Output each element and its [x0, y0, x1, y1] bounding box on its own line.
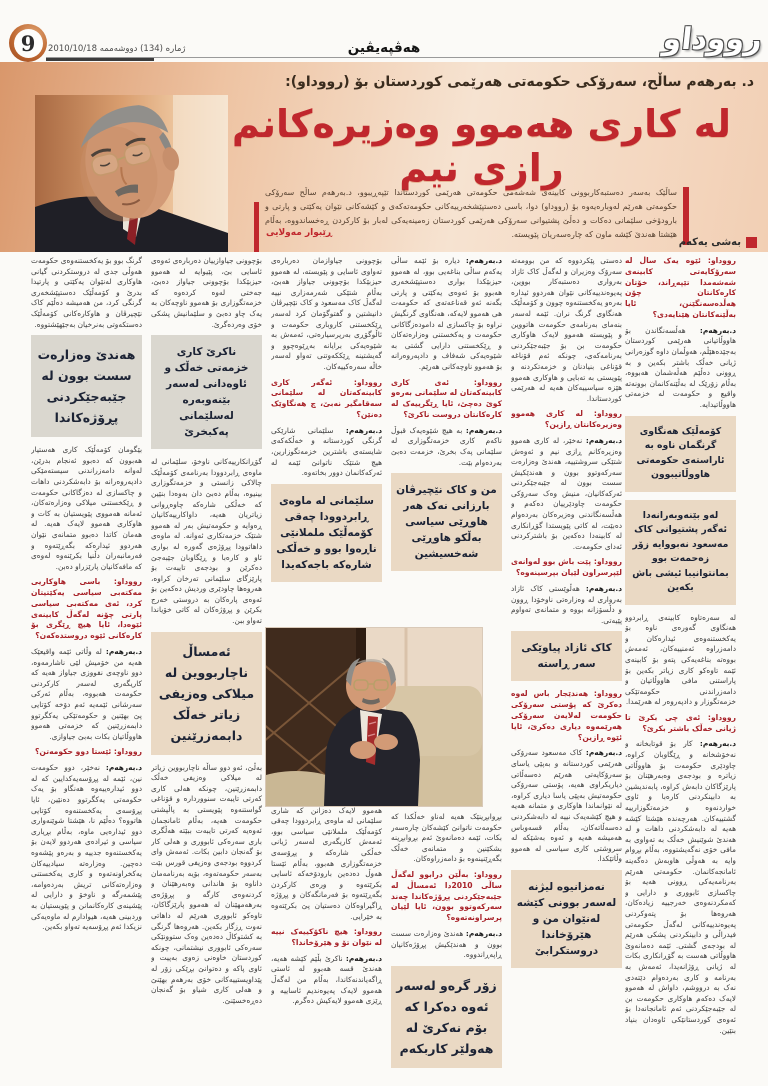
newspaper-logo: رووداو [661, 22, 764, 57]
paragraph-block: بەڵێ، ئەو دوو ساڵە ناچاربووین زیاتر لە میلاکی وەزیفی خەڵک دابمەزرێنین، چونکە هەلی کاری کەرتی تایبەت سنووردارە و قۆناغی گواستنەوە پێویستی بە پاڵپشتی حکومەت هەیە، بەڵام ئامانجمان ئەوەیە کەرتی تایبەت ببێتە هەڵگری باری سەرەکی ئابووری و هەلی کار بۆ گەنجان دابین بکات. ئەمەش وای کردووە بودجەی وەزیفی قورس بێت بەسەر حکومەتەوە، بۆیە بەرنامەمان داناوە بۆ هاندانی وەبەرهێنان و کردنەوەی کارگە و پڕۆژەی بەرهەمهێنان لە هەموو پارێزگاکان، تاوەکو ئابووری هەرێم لە داهاتی نەوت ڕزگار بکەین. هەروەها گرنگی بە کشتوکاڵ دەدەین وەک ستوونێکی سەرەکی ئابووری نیشتمانی، چونکە کوردستان خاوەنی زەوی بەپیت و ئاوی پاکە و دەتوانێ بڕێکی زۆر لە پێداویستییەکانی خۆی بەرهەم بهێنێ و هەلی کاری شیاو بۆ گەنجان دەڕەخسێنێ. [151, 762, 262, 1005]
pull-quote: کاک ئازاد پیاوێکی سەر ڕاستە [511, 631, 622, 681]
body-column-5 [151, 256, 262, 1080]
body-column-1 [625, 256, 736, 1080]
paragraph-block: د.بەرهەم: هەڵسەنگاندن بۆ هاووڵاتیانی هەرێمی کوردستان بەجێدەهێڵم، هەوڵمان داوە گوزەرانی ژیانی خەڵک باشتر بکەین و بە ڕوونی دەڵێم هەڵەشمان هەبووە، بەڵام زۆرێک لە بەڵێنەکانمان بوونەتە واقیع و حکومەت لە خزمەتی هاووڵاتیدایە. [625, 325, 736, 409]
paragraph-block: د.بەرهەم: لە وڵاتی ئێمە واقیعێک هەیە من خۆمیش لێی ناشارمەوە، دوو ناوچەی نفووزی جیاواز هەیە کە کاریگەری لەسەر کارکردنی حکومەت هەبووە، بەڵام ئەرکی سەرشانی ئێمەیە ئەم دۆخە کۆتایی پێ بهێنین و حکومەتێکی یەکگرتوو دابمەزرێنین کە خزمەتی هەموو هاووڵاتیان بکات بەبێ جیاوازی. [31, 647, 142, 741]
photo-spacer [391, 579, 502, 812]
paragraph-block: د.بەرهەم: دیارە بۆ ئێمە ساڵی یەکەم ساڵی بناغەیی بوو، لە هەموو حیزبێکدا بواری دەستپێشخەری هەبوو بۆ ئەوەی یەکێتی و پارتی بگەنە ئەو قەناعەتەی کە حکومەت هی هەموو لایەکە، هەنگاوی گرنگیش نراوە بۆ چاکسازی لە دامودەزگاکانی حکومەت و یەکخستنی وەزارەتەکان و ڕێکخستنی دارایی گشتی بە شێوەیەکی شەفاف و دادپەروەرانە بۆ هەموو ناوچەکانی هەرێم. [391, 256, 502, 371]
part-label [679, 237, 757, 248]
portrait-photo [35, 95, 228, 252]
pull-quote: نەمزانیوە لیژنە لەسەر بوونی کێشە لەنێوان من و هێرۆخاندا دروستکرابێ [511, 870, 622, 968]
paragraph-block: بۆچوونی جیاوازمان دەربارەی تەواوی ئاسایی و پێویستە، لە هەموو حیزبێکدا بۆچوونی جیاواز هەبێ، بەڵام شتێکی شەرمەزاری نییە لەگەڵ کاک مەسعود و کاک نێچیرڤان دانیشتین و گفتوگۆمان کرد لەسەر ڕێکخستنی کاروباری حکومەت و ئاڵوگۆڕی بەرپرسیارەتی، ئەمەش بە شێوەیەکی برایانە بەڕێوەچوو و گەیشتینە ڕێککەوتنی تەواو لەسەر خاڵە سەرەکییەکان. [271, 256, 382, 371]
paragraph-block: د.بەرهەم: کاک مەسعود سەرۆکی هەرێمی کوردستانە و بەپێی یاسای سەرۆکایەتی هەرێم دەسەڵاتی دیاریکراوی هەیە، پۆستی سەرۆکی حکومەتیش بەپێی یاسا دیاری کراوە، لە نێوانماندا هاوکاری و متمانە هەیە و هیچ کێشەیەک نییە لە دابەشکردنی دەسەڵاتەکان، بەڵام قسەوباس هەمیشە هەیە و ئەوە بەشێکە لە سروشتی کاری سیاسی لە هەموو وڵاتێکدا. [511, 748, 622, 864]
paragraph-block: د.بەرهەم: نەخێر، دوو حکومەت نین، ئێمە لە پڕۆسەیەکدایین کە لە دوو ئیدارەییەوە هەنگاو بۆ یەک حکومەتی یەکگرتوو دەنێین، ئایا پڕۆسەی یەکخستنەوە کۆتایی هاتووە؟ دەڵێم نا، هێشتا شوێنەواری دوو ئیدارەیی ماوە، بەڵام بڕیاری سیاسی و ئیرادەی هەردوو لایەن بۆ یەکخستنەوە جدییە و بەرەو پێشەوە دەچین. وەزارەتە سیادییەکان یەکخراونەتەوە و کاری یەکخستنی وەزارەتەکانی تریش بەردەوامە، پێشمەرگە و ناوخۆ و دارایی لە پێشینەی کارەکانمانن و پێویستیان بە وردبینی هەیە، هیوادارم لە ماوەیەکی نزیکدا ئەم پڕۆسەیە تەواو بکەین. [31, 763, 142, 932]
kicker: د. بەرهەم ساڵح، سەرۆکی حکومەتی هەرێمی کوردستان بۆ (رووداو): [285, 74, 754, 90]
question-block: رووداو: ئەگەر کاری کابینەکەتان لە سلێمانی سەقامگیر نەبێ، چ هەنگاوێک دەنێن؟ [271, 377, 382, 419]
paragraph-block: د.بەرهەم: نەخێر، لە کاری هەموو وەزیرەکانم ڕازی نیم و ئەوەش شتێکی سروشتییە، هەندێ وەزارەت سەرکەوتوو بوون و هەندێکیش سست بوون لە جێبەجێکردنی ئەرکەکانیان، منیش وەک سەرۆکی حکومەت چاودێرییان دەکەم و هەڵسەنگاندنی وەزیرەکان بەردەوام دەبێت، لە کاتی پێویستدا گۆڕانکاری لە کابینەدا دەکەین بۆ باشترکردنی ئەدای حکومەت. [511, 435, 622, 551]
part-label-text: بەشی یەکەم [678, 237, 741, 248]
paragraph-block: د.بەرهەم: ناکرێ بڵێم کێشە هەیە، هەندێ قسە هەبوو لە ئاستی ڕاگەیاندنەکاندا، بەڵام من لەگەڵ هەموو لایەک پەیوەندیم ئاساییە و ڕێزی هەموو لایەکیش دەگرم. [271, 953, 382, 1006]
pull-quote: سلێمانی لە ماوەی ڕابردوودا چەقی کۆمەڵێک ململانێی ناڕەوا بوو و خەڵکی شارەکە باجەکەیدا [271, 484, 382, 582]
question-block: رووداو: پێت باش بوو لەوانەی لێپرسراون لێیان بپرسینەوە؟ [511, 557, 622, 578]
paragraph-block: د.بەرهەم: کار بۆ قوتابخانە و نەخۆشخانە و ڕێگاوبان کراوە، چاودێری حکومەت بۆ هاووڵاتی زیاترە و بودجەی وەبەرهێنان بۆ پارێزگاکان دابەش کراوە، پابەندیشین بە دابینکردنی کارەبا و ئاوی خواردنەوە و خزمەتگوزارییە گشتییەکان. هەرچەندە هێشتا کێشە هەیە لە دابەشکردنی داهات و لە هەندێ شوێنیش خەڵک بە تەواوی بە مافی خۆی نەگەیشتووە، بەڵام بڕوام وایە بە هەوڵی هاوبەش دەگەینە ئامانجەکانمان. حکومەتی هەرێم بەرنامەیەکی ڕوونی هەیە بۆ چاکسازی ئابووری و دارایی و کەمکردنەوەی خەرجییە زیادەکان، هەروەها بۆ پتەوکردنی پەیوەندییەکانی لەگەڵ حکومەتی فیدراڵی و دابینکردنی پشکی هەرێم لە بودجەی گشتی. ئێمە دەمانەوێ هاووڵاتی هەست بە گۆڕانکاری بکات لە ژیانی ڕۆژانەیدا، ئەمەش بە بەرنامە و کاری بەردەوام دێتەدی نەک بە درووشم، داواش لە هەموو لایەک دەکەم هاوکاری حکومەت بن لە جێبەجێکردنی ئەم ئامانجانەدا بۆ ئەوەی کوردستانێکی ئاوەدان بنیاد بنێین. [625, 739, 736, 1035]
pull-quote: ئەمساڵ ناچاربووین لە میلاکی وەزیفی زیاتر خەڵک دابمەزرێنین [151, 632, 262, 755]
question-block: رووداو: ئەی چی بکرێ تا ژیانی خەڵک باشتر بکرێ؟ [625, 712, 736, 733]
question-block: رووداو: لە کاری هەموو وەزیرەکانتان ڕازین؟ [511, 409, 622, 430]
question-block: رووداو: ئێوە یەک ساڵ لە سەرۆکایەتی کابینەی شەشەمدا تێپەڕاند، خۆتان کارەکانتان چۆن هەڵدەسەنگێنن، ئایا بەڵێنەکانتان هێنایەدی؟ [625, 256, 736, 319]
body-column-6 [31, 256, 142, 1080]
pull-quote: کۆمەڵێک هەنگاوی گرنگمان ناوە بە ئاراستەی حکومەتی هاووڵاتیبوون [625, 416, 736, 492]
page-number: 9 [20, 30, 36, 56]
headline: لە کاری هەموو وەزیرەکانم رازی نیم [231, 102, 732, 190]
pull-quote: ناکرێ کاری خزمەتی خەڵک و ئاوەدانی لەسەر بێنەوبەرە لەسلێمانی پەکبخرێ [151, 335, 262, 449]
pull-quote: زۆر گرەو لەسەر ئەوە دەکرا کە بۆم نەکرێ لە هەولێر کاربکەم [391, 966, 502, 1068]
paragraph-block: د.بەرهەم: هەڵوێستی کاک ئازاد بەرواری لە وەزارەتی ناوخۆدا ڕوون و دڵسۆزانە بووە و متمانەی تەواوم پێیەتی. [511, 584, 622, 625]
question-block: رووداو: بەڵێن درابوو لەگەڵ ساڵی 2010دا ئەمساڵ لە جێبەجێکردنی پڕۆژەکاندا چەند سەرکەوتوو بوون، ئایا لێیان پرسراونەتەوە؟ [391, 870, 502, 923]
paragraph-block: گۆڕانکارییەکانی ناوخۆ، سلێمانی لە ماوەی ڕابردوودا بەرنامەی کۆمەڵێک چالاکی زانستی و خزمەتگوزاری بینیوە، بەڵام دەبێ دان بەوەدا بنێین کە خەڵکی شارەکە چاوەڕوانی زیاتریان هەیە، داواکارییەکانیان ڕەوایە و حکومەتیش بەر لە هەموو شتێک خزمەتکاری ئەوانە. لە ماوەی داهاتوودا پڕۆژەی گەورە لە بواری ئاو و کارەبا و ڕێگاوبان جێبەجێ دەکرێن و بودجەی تایبەت بۆ پارێزگای سلێمانی تەرخان کراوە، هەروەها چاودێری وردیش دەکەین بۆ ئەوەی پارەکان بە دروستی خەرج بکرێن و پڕۆژەکان لە کاتی خۆیاندا تەواو ببن. [151, 457, 262, 626]
question-block: رووداو: ئێستا دوو حکومەتن؟ [34, 747, 142, 757]
paragraph-block: بۆچوونی جیاوازییان دەربارەی ئەوەی ئاسایی بێ، پێیوایە لە هەموو حیزبێکدا بۆچوونی جیاواز دەبێ، جەختی لەوە کردەوە کە خزمەتگوزاری بۆ هەموو ناوچەکان بە یەک چاو دەبێ و سلێمانیش پشکی خۆی وەردەگرێ. [151, 256, 262, 329]
question-block: رووداو: ئەی کاری کابینەکەتان لە سلێمانی بەرەو کوێ دەچێ، ئایا ڕێگرییەک لە کارەکانتان دروست ناکرێ؟ [391, 377, 502, 419]
paragraph-block: گرنگ بوو بۆ یەکخستنەوەی حکومەت هەوڵی جدی لە دروستکردنی گیانی هاوکاری لەنێوان یەکێتی و پارتیدا بدرێ و کۆمەڵێک دەستپێشخەری گرنگی کرد، من هەمیشە دەڵێم کاک نێچیرڤان و هاوکارەکانی کۆمەڵێک دەستکەوتی بەنرخیان بەجێهێشتووە. [31, 256, 142, 329]
byline: ڕێبوار مەولایی [266, 228, 333, 238]
paragraph-block: د.بەرهەم: هەندێ وەزارەت سست بوون و هەندێکیش پڕۆژەکانیان ڕاپەڕاندووە. [391, 929, 502, 960]
paragraph-block: بڕوابڕینێک هەیە لەناو خەڵکدا کە حکومەت ناتوانێ کێشەکان چارەسەر بکات، ئێمە دەمانەوێ ئەم بڕوابڕینە بشکێنین و متمانەی خەڵک بگەڕێنینەوە بۆ دامەزراوەکان. [391, 812, 502, 864]
question-block: رووداو: باسی هاوکاریی مەکتەبی سیاسی یەکێتیتان کرد، ئەی مەکتەبی سیاسی پارتی چۆنە لەگەڵ کابینەی ئێوەدا، ئایا هیچ ڕێگری بۆ کارەکانی ئێوە دروستدەکەن؟ [31, 577, 142, 641]
body-column-2 [511, 256, 622, 1080]
part-label-square-icon [746, 237, 757, 248]
paragraph-block: هەموو لایەک دەزانن کە شاری سلێمانی لە ماوەی ڕابردوودا چەقی کۆمەڵێک ململانێی سیاسی بوو، ئەمەش کاریگەری لەسەر ژیانی خەڵکی شارەکە و پڕۆسەی خزمەتگوزاری هەبوو، بەڵام ئێستا هەوڵ دەدەین بارودۆخەکە ئاسایی بکرێتەوە و ورەی کارکردن بگەڕێتەوە بۆ فەرمانگەکان و پڕۆژە ڕاگیراوەکان دەستیان پێ بکرێتەوە بە خێرایی. [271, 805, 382, 921]
paragraph-block: لە سەرەتاوە کابینەی ڕابردوو هەنگاوی گەورەی ناوە بۆ یەکخستنەوەی ئیدارەکان و دامەزراوە ئەمنییەکان، ئەمەش بووەتە بناغەیەکی پتەو بۆ کابینەی ئێمە تاوەکو کاری زیاتر بکەین بۆ پاراستنی مافی هاووڵاتیان و دامەزراندنی حکومەتێکی خزمەتگوزار و دادپەروەر لە هەرێمدا. [625, 612, 736, 707]
header-rule-accent [46, 58, 154, 61]
paragraph-block: دەستی پێکردووە کە من بوومەتە سەرۆک وەزیران و لەگەڵ کاک ئازاد بەرواری دەستبەکار بووین، پەیوەندییەکانی نێوان هەردوو ئیدارە بەرەو یەکخستنەوە چوون و کۆمەڵێک هەنگاوی گرنگ نران. ئێمە لەسەر بنەمای بەرنامەی حکومەت هاتووین و پێویستە هەموو لایەک هاوکاری حکومەت بن بۆ جێبەجێکردنی بەرنامەکەی، چونکە ئەم قۆناغە قۆناغی بنیادنان و خزمەتکردنە و پێویستی بە تەبایی و هاوکاری هەموو هێزە سیاسییەکان هەیە لە هەرێمی کوردستاندا. [511, 256, 622, 403]
intro-paragraph: ساڵێک بەسەر دەستبەکاربوونی کابینەی شەشەمی حکومەتی هەرێمی کوردستاندا تێپەڕیبوو، د.بەرهەم ساڵح سەرۆکی حکومەتی هەرێم لەوبارەیەوە بۆ (رووداو) دوا، باسی دەستپێشخەرییەکانی حکومەتەکەی و کێشەکانی نێوان یەکێتی و پارتی و بارودۆخی سلێمانی دەکات و دەڵێ پشتیوانی سەرۆکی هەرێمی کوردستان زەمینەیەکی لەبار بۆ کارکردن ڕەخساندووە، بەڵام هێشتا هەندێ کێشە ماون کە چارەسەریان پێویستە. [265, 188, 677, 239]
body-column-3 [391, 256, 502, 1080]
section-title: هەڤپەیڤین [347, 40, 421, 56]
pull-quote: هەندێ وەزارەت سست بوون لە جێبەجێکردنی پڕۆژەکاندا [31, 335, 142, 437]
byline-accent-bar [254, 202, 259, 252]
paragraph-block: د.بەرهەم: سلێمانی شارێکی گرنگی کوردستانە و خەڵکەکەی شایستەی باشترین خزمەتگوزارین، هیچ شتێک ناتوانێ ئێمە لە ئەرکەکانمان دوور بخاتەوە. [271, 425, 382, 478]
question-block: رووداو: هەندێجار باس لەوە دەکرێ کە پۆستی سەرۆکی حکومەت لەلایەن سەرۆکی هەرێمەوە دیاری دەکرێ، ئایا ئێوە ڕازین؟ [511, 689, 622, 742]
question-block: رووداو: هیچ ناکۆکییەک نییە لە نێوان تۆ و هێرۆخاندا؟ [271, 927, 382, 948]
page-number-badge [9, 24, 47, 62]
paragraph-block: بێگومان کۆمەڵێک کاری هەستیار هەبوون کە دەبوو ئەنجام بدرێن، لەوانە دامەزراندنی سیستەمێکی دادپەروەرانە بۆ دابەشکردنی داهات و چاکسازی لە دەزگاکانی حکومەت و ڕێکخستنی میلاکی وەزارەتەکان، ئەمانە هەمووی پێویستیان بە کات و هاوکاری هەموو لایەک هەیە. لە هەمان کاتدا دەبوو متمانەی نێوان هەردوو ئیدارەکە بگەڕێتەوە و فەرمانبەران دڵنیا بکرێنەوە لەوەی کە مافەکانیان پارێزراو دەبن. [31, 445, 142, 571]
pull-quote: لەو بێنەوبەرانەدا ئەگەر پشتیوانی کاک مەسعود نەبووایە زۆر زەحمەت بوو بمانتوانیبا ئیشی باش بکەین [625, 500, 736, 605]
paragraph-block: د.بەرهەم: بە هیچ شێوەیەک قبوڵ ناکەم کاری خزمەتگوزاری لە سلێمانی پەک بخرێ، خزمەت دەبێ بەردەوام بێت. [391, 425, 502, 467]
photo-spacer [271, 590, 382, 806]
pull-quote: من و کاک نێچیرڤان بارزانی نەک هەر هاوڕێی سیاسی بەڵکو هاوڕێی شەخسیشین [391, 473, 502, 571]
issue-date: ژمارە (134) دووشەممە 2010/10/18 [48, 44, 186, 54]
body-column-4 [271, 256, 382, 1080]
